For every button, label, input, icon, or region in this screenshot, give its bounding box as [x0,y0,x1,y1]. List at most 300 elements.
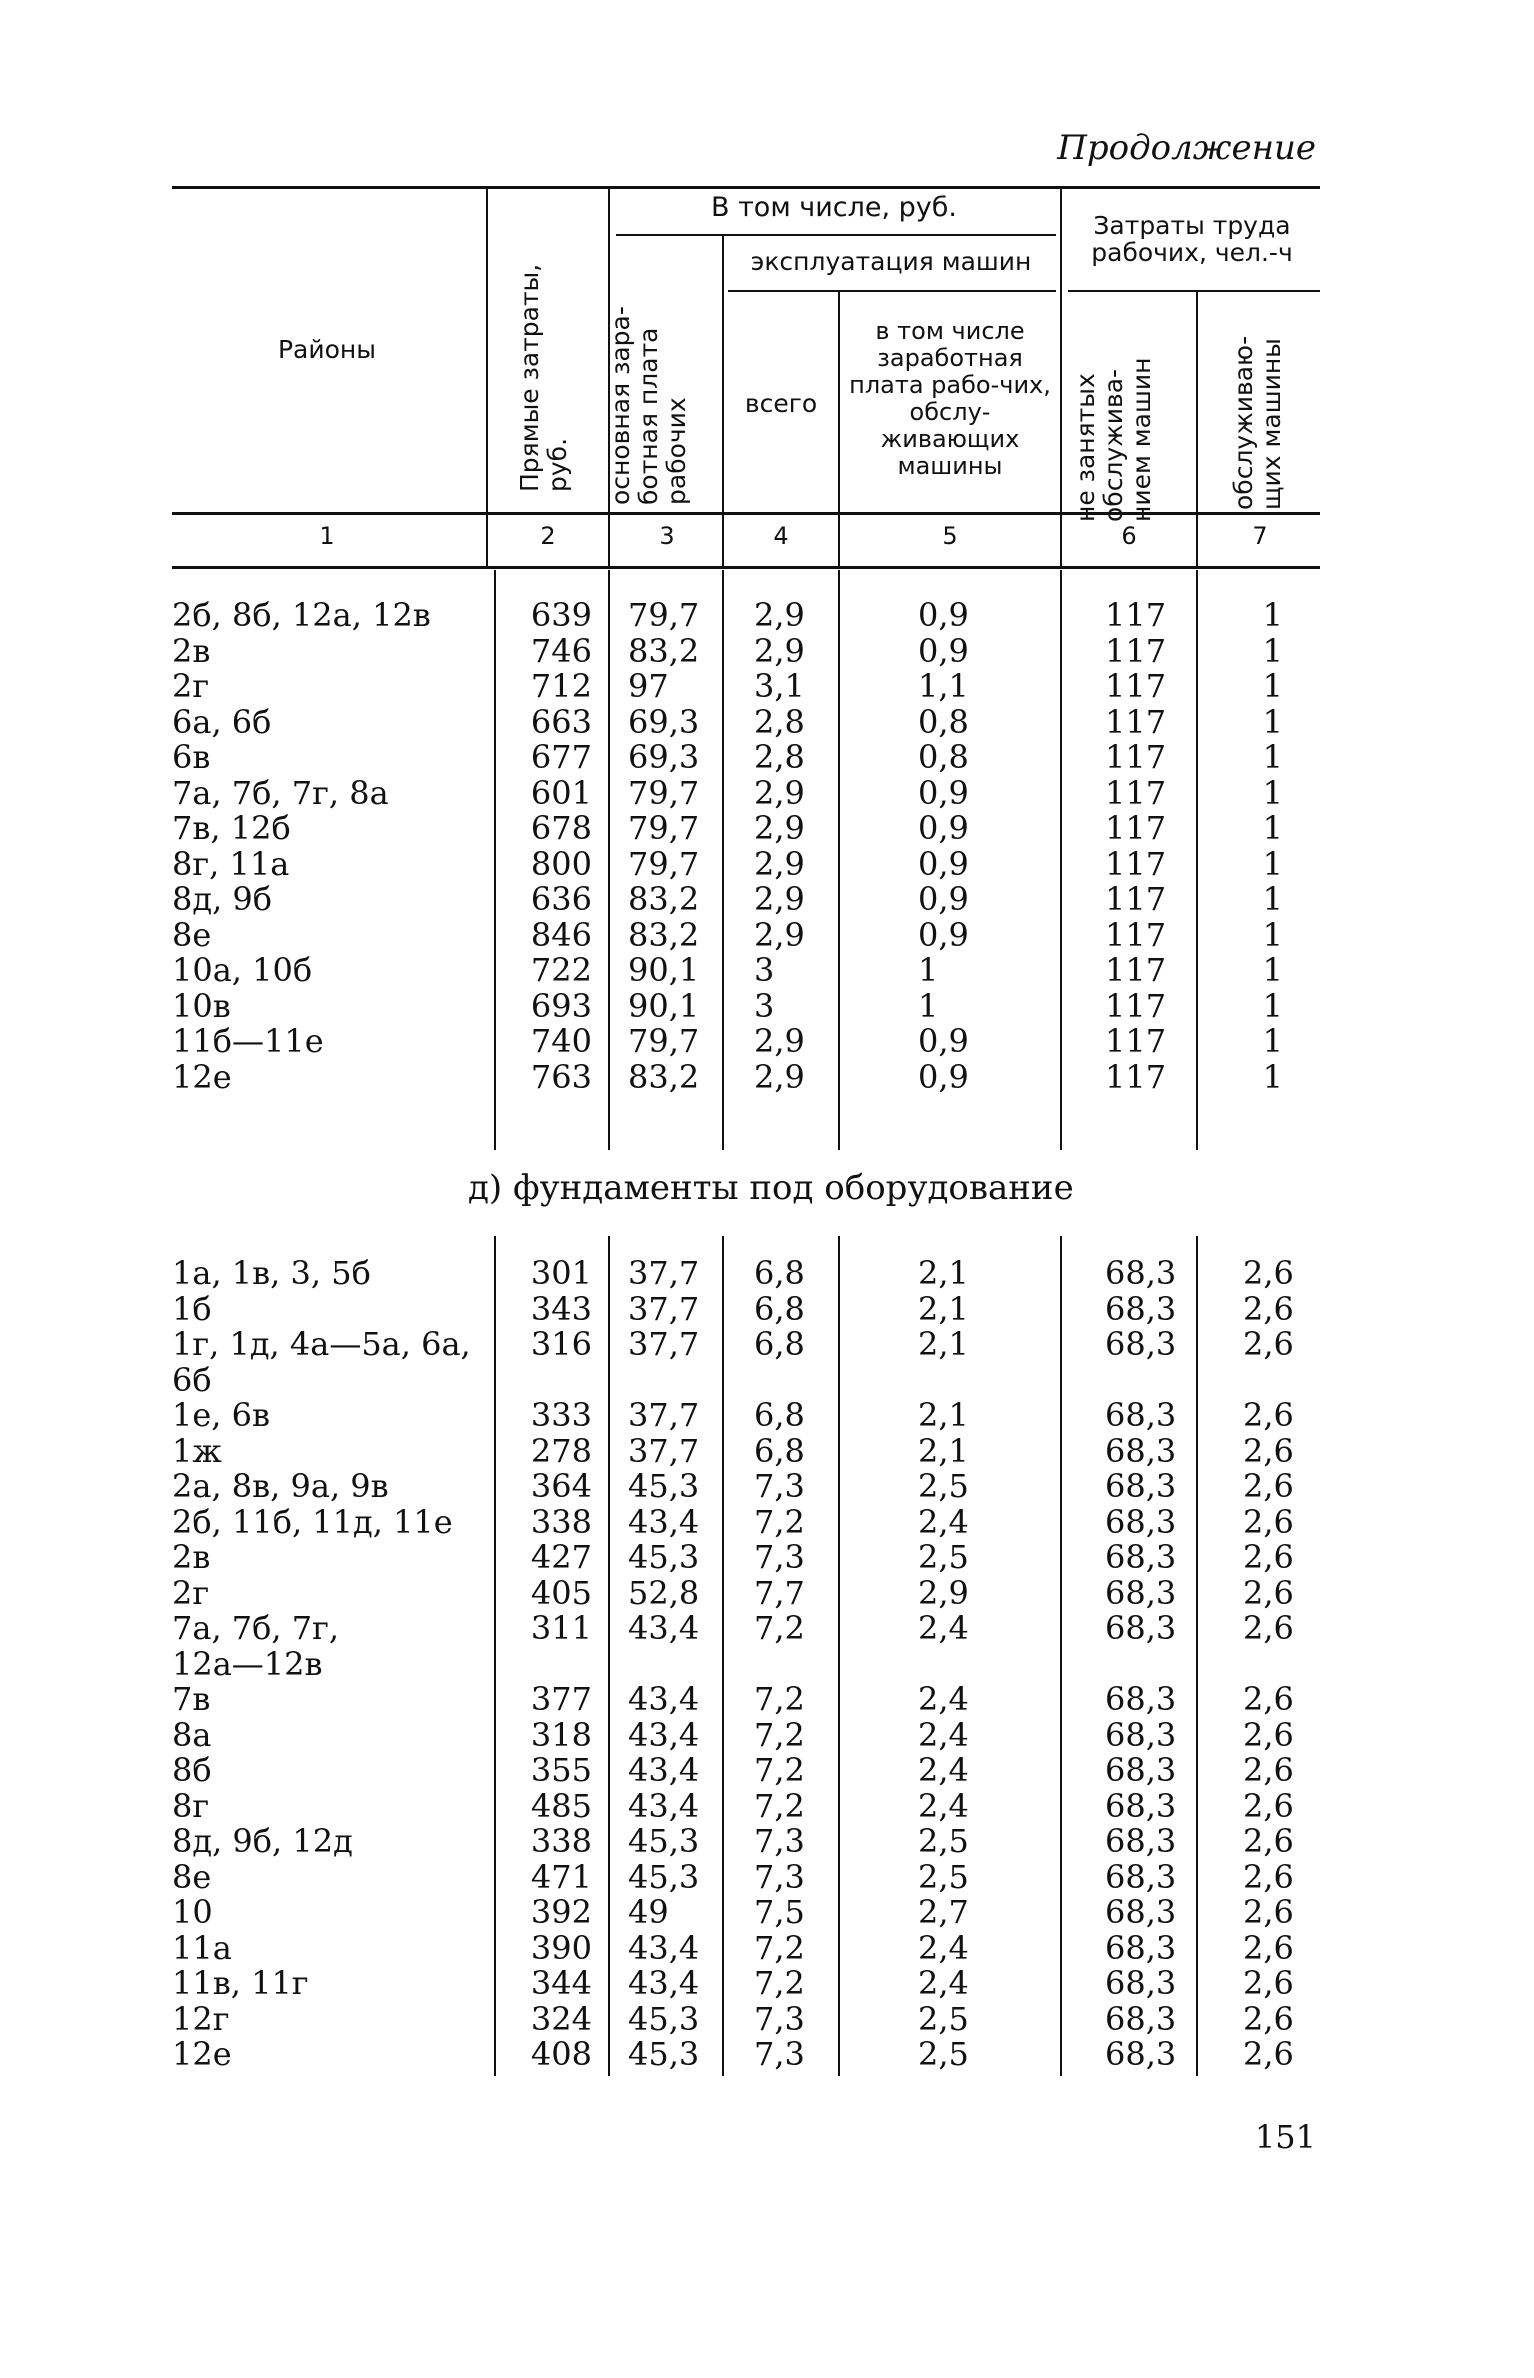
header-labor-costs: Затраты труда рабочих, чел.-ч [1091,211,1293,267]
basic-wages-cell: 43,4 [628,1609,700,1647]
header-vline-1 [486,186,488,566]
region-cell: 2а, 8в, 9а, 9в [172,1467,389,1505]
region-cell: 10 [172,1893,213,1931]
operator-wages-cell: 2,1 [918,1289,969,1328]
labor-not-machine-cell: 68,3 [1105,1609,1177,1647]
table-row [0,915,1534,954]
region-cell: 6в [172,738,211,776]
labor-not-machine-cell: 68,3 [1105,1715,1177,1754]
machine-total-cell: 3,1 [754,667,805,705]
labor-machine-cell: 1 [1262,631,1283,670]
region-cell: 6б [172,1360,212,1399]
labor-machine-cell: 2,6 [1243,1467,1294,1505]
machine-total-cell: 7,2 [754,1609,805,1647]
region-cell: 2г [172,1573,210,1612]
labor-machine-cell: 1 [1262,1057,1283,1096]
table-row [0,1502,1534,1541]
region-cell: 2б, 8б, 12а, 12в [172,596,431,634]
labor-machine-cell: 2,6 [1243,1999,1294,2038]
operator-wages-cell: 2,4 [918,1786,969,1825]
header-vline-6 [1196,290,1198,566]
table-row [0,1256,1534,1292]
operator-wages-cell: 0,9 [918,880,969,918]
basic-wages-cell: 79,7 [628,844,700,883]
basic-wages-cell: 83,2 [628,1057,700,1096]
table-row [0,1057,1534,1096]
region-cell: 8г [172,1786,210,1825]
table-row [0,669,1534,705]
labor-not-machine-cell: 68,3 [1105,1999,1177,2038]
header-basic-wages: основная зара- ботная плата рабочих [606,306,691,505]
basic-wages-cell: 79,7 [628,809,700,847]
basic-wages-cell: 43,4 [628,1680,700,1718]
colnum-bottom-rule [172,566,1320,569]
region-cell: 1г, 1д, 4а—5а, 6а, [172,1325,471,1363]
machine-total-cell: 7,7 [754,1573,805,1612]
direct-costs-cell: 324 [530,1999,592,2038]
machine-total-cell: 7,3 [754,1857,805,1896]
operator-wages-cell: 2,5 [918,1538,969,1576]
operator-wages-cell: 0,9 [918,915,969,954]
machine-total-cell: 6,8 [754,1431,805,1470]
operator-wages-cell: 2,4 [918,1751,969,1789]
labor-not-machine-cell: 68,3 [1105,1751,1177,1789]
labor-not-machine-cell: 117 [1105,631,1167,670]
header-not-machine: не занятых обслужива- нием машин [1071,357,1156,522]
table-row [0,1966,1534,2002]
machine-total-cell: 2,9 [754,773,805,812]
machine-total-cell: 6,8 [754,1289,805,1328]
operator-wages-cell: 2,1 [918,1396,969,1434]
labor-machine-cell: 2,6 [1243,1680,1294,1718]
operator-wages-cell: 2,7 [918,1893,969,1931]
labor-not-machine-cell: 68,3 [1105,1964,1177,2002]
header-vline-5 [1060,186,1062,566]
continuation-label: Продолжение [1057,128,1316,168]
labor-not-machine-cell: 117 [1105,1057,1167,1096]
operator-wages-cell: 1,1 [918,667,969,705]
labor-not-machine-cell: 117 [1105,738,1167,776]
table-row [0,1398,1534,1434]
machine-total-cell: 2,9 [754,809,805,847]
region-cell: 2б, 11б, 11д, 11е [172,1502,453,1541]
region-cell: 12е [172,2035,232,2073]
labor-machine-cell: 2,6 [1243,1609,1294,1647]
machine-total-cell: 7,3 [754,1467,805,1505]
header-including: В том числе, руб. [710,192,958,223]
header-top-rule [172,186,1320,189]
direct-costs-cell: 800 [530,844,592,883]
region-cell: 12г [172,1999,230,2038]
labor-not-machine-cell: 68,3 [1105,1467,1177,1505]
labor-machine-cell: 2,6 [1243,2035,1294,2073]
labor-not-machine-cell: 68,3 [1105,1502,1177,1541]
basic-wages-cell: 37,7 [628,1396,700,1434]
labor-machine-cell: 1 [1262,738,1283,776]
machine-total-cell: 7,2 [754,1964,805,2002]
table-row [0,1469,1534,1505]
operator-wages-cell: 1 [918,986,939,1025]
table-row [0,1715,1534,1754]
operator-wages-cell: 0,9 [918,1022,969,1060]
direct-costs-cell: 344 [530,1964,592,2002]
table-row [0,1753,1534,1789]
region-cell: 10а, 10б [172,951,313,989]
direct-costs-cell: 377 [530,1680,592,1718]
labor-machine-cell: 2,6 [1243,1893,1294,1931]
table-row [0,1857,1534,1896]
operator-wages-cell: 0,9 [918,773,969,812]
basic-wages-cell: 43,4 [628,1751,700,1789]
direct-costs-cell: 405 [530,1573,592,1612]
labor-not-machine-cell: 68,3 [1105,1289,1177,1328]
direct-costs-cell: 740 [530,1022,592,1060]
labor-machine-cell: 2,6 [1243,1715,1294,1754]
operator-wages-cell: 0,9 [918,809,969,847]
direct-costs-cell: 693 [530,986,592,1025]
labor-not-machine-cell: 117 [1105,880,1167,918]
direct-costs-cell: 471 [530,1857,592,1896]
machine-total-cell: 2,9 [754,596,805,634]
labor-machine-cell: 1 [1262,702,1283,741]
direct-costs-cell: 678 [530,809,592,847]
header-incl-wages-operators: в том числе заработная плата рабо-чих, обслу-живающих машины [849,317,1051,480]
operator-wages-cell: 2,4 [918,1502,969,1541]
basic-wages-cell: 83,2 [628,915,700,954]
basic-wages-cell: 37,7 [628,1289,700,1328]
basic-wages-cell: 37,7 [628,1325,700,1363]
labor-not-machine-cell: 117 [1105,596,1167,634]
page-number: 151 [1254,2118,1316,2156]
table-row [0,1824,1534,1860]
region-cell: 6а, 6б [172,702,272,741]
direct-costs-cell: 390 [530,1928,592,1967]
direct-costs-cell: 846 [530,915,592,954]
machine-total-cell: 7,2 [754,1928,805,1967]
machine-total-cell: 6,8 [754,1254,805,1292]
labor-machine-cell: 2,6 [1243,1928,1294,1967]
labor-machine-cell: 2,6 [1243,1325,1294,1363]
including-rule [616,234,1056,236]
region-cell: 8е [172,1857,212,1896]
labor-not-machine-cell: 117 [1105,915,1167,954]
header-direct-costs: Прямые затраты, руб. [515,263,572,492]
labor-not-machine-cell: 68,3 [1105,1928,1177,1967]
region-cell: 8д, 9б [172,880,273,918]
operator-wages-cell: 0,9 [918,596,969,634]
machine-total-cell: 7,3 [754,1999,805,2038]
basic-wages-cell: 43,4 [628,1715,700,1754]
direct-costs-cell: 601 [530,773,592,812]
basic-wages-cell: 69,3 [628,702,700,741]
table-row [0,953,1534,989]
labor-machine-cell: 2,6 [1243,1254,1294,1292]
table-row [0,986,1534,1025]
operator-wages-cell: 2,4 [918,1680,969,1718]
machine-total-cell: 2,9 [754,880,805,918]
table-row [0,1786,1534,1825]
direct-costs-cell: 663 [530,702,592,741]
operator-wages-cell: 2,5 [918,1999,969,2038]
direct-costs-cell: 746 [530,631,592,670]
basic-wages-cell: 83,2 [628,631,700,670]
direct-costs-cell: 318 [530,1715,592,1754]
basic-wages-cell: 79,7 [628,1022,700,1060]
table-row [0,811,1534,847]
direct-costs-cell: 408 [530,2035,592,2073]
operator-wages-cell: 2,1 [918,1431,969,1470]
operator-wages-cell: 2,4 [918,1609,969,1647]
table-row [0,1573,1534,1612]
basic-wages-cell: 69,3 [628,738,700,776]
operator-wages-cell: 0,9 [918,631,969,670]
direct-costs-cell: 364 [530,1467,592,1505]
direct-costs-cell: 333 [530,1396,592,1434]
region-cell: 10в [172,986,231,1025]
direct-costs-cell: 636 [530,880,592,918]
table-row [0,1895,1534,1931]
labor-machine-cell: 1 [1262,809,1283,847]
colnum-7: 7 [1252,522,1268,550]
direct-costs-cell: 338 [530,1822,592,1860]
labor-not-machine-cell: 68,3 [1105,1822,1177,1860]
labor-not-machine-cell: 68,3 [1105,1573,1177,1612]
table-row [0,631,1534,670]
region-cell: 8а [172,1715,212,1754]
basic-wages-cell: 43,4 [628,1928,700,1967]
operator-wages-cell: 2,1 [918,1254,969,1292]
basic-wages-cell: 52,8 [628,1573,700,1612]
direct-costs-cell: 427 [530,1538,592,1576]
machine-total-cell: 7,2 [754,1680,805,1718]
basic-wages-cell: 90,1 [628,951,700,989]
operator-wages-cell: 2,5 [918,1822,969,1860]
basic-wages-cell: 45,3 [628,1822,700,1860]
basic-wages-cell: 45,3 [628,2035,700,2073]
table-row [0,1289,1534,1328]
machine-total-cell: 3 [754,986,775,1025]
basic-wages-cell: 83,2 [628,880,700,918]
basic-wages-cell: 45,3 [628,1467,700,1505]
machine-total-cell: 6,8 [754,1396,805,1434]
direct-costs-cell: 311 [530,1609,592,1647]
basic-wages-cell: 37,7 [628,1254,700,1292]
operator-wages-cell: 2,1 [918,1325,969,1363]
labor-not-machine-cell: 68,3 [1105,1254,1177,1292]
labor-machine-cell: 1 [1262,951,1283,989]
operator-wages-cell: 2,4 [918,1928,969,1967]
labor-not-machine-cell: 117 [1105,702,1167,741]
table1-body [0,598,1534,1095]
operator-wages-cell: 2,5 [918,2035,969,2073]
basic-wages-cell: 49 [628,1893,669,1931]
labor-not-machine-cell: 68,3 [1105,1396,1177,1434]
table-row [0,1611,1534,1647]
region-cell: 2г [172,667,210,705]
region-cell: 8е [172,915,212,954]
table2-body [0,1256,1534,2073]
labor-machine-cell: 2,6 [1243,1964,1294,2002]
region-cell: 1а, 1в, 3, 5б [172,1254,371,1292]
table-row [0,1327,1534,1363]
labor-machine-cell: 2,6 [1243,1573,1294,1612]
labor-machine-cell: 1 [1262,667,1283,705]
machine-total-cell: 7,2 [754,1502,805,1541]
direct-costs-cell: 301 [530,1254,592,1292]
region-cell: 8б [172,1751,212,1789]
header-vline-3 [722,234,724,566]
region-cell: 7в [172,1680,211,1718]
colnum-1: 1 [319,522,335,550]
region-cell: 12а—12в [172,1644,323,1683]
machine-total-cell: 2,8 [754,738,805,776]
labor-not-machine-cell: 68,3 [1105,1893,1177,1931]
labor-machine-cell: 2,6 [1243,1751,1294,1789]
basic-wages-cell: 79,7 [628,596,700,634]
machine-total-cell: 2,9 [754,1022,805,1060]
machine-total-cell: 6,8 [754,1325,805,1363]
basic-wages-cell: 43,4 [628,1786,700,1825]
table-row [0,2037,1534,2073]
basic-wages-cell: 43,4 [628,1502,700,1541]
labor-machine-cell: 1 [1262,986,1283,1025]
labor-not-machine-cell: 117 [1105,773,1167,812]
header-machine-operation: эксплуатация машин [750,247,1032,276]
basic-wages-cell: 79,7 [628,773,700,812]
basic-wages-cell: 90,1 [628,986,700,1025]
header-servicing-machines: обслуживаю- щих машины [1229,335,1286,510]
direct-costs-cell: 278 [530,1431,592,1470]
operator-wages-cell: 0,8 [918,702,969,741]
labor-not-machine-cell: 68,3 [1105,1431,1177,1470]
labor-machine-cell: 2,6 [1243,1289,1294,1328]
region-cell: 2в [172,1538,211,1576]
direct-costs-cell: 338 [530,1502,592,1541]
table-row [0,844,1534,883]
basic-wages-cell: 97 [628,667,669,705]
table-row [0,598,1534,634]
labor-not-machine-cell: 117 [1105,667,1167,705]
table-row [0,1540,1534,1576]
table-row [0,702,1534,741]
operator-wages-cell: 2,9 [918,1573,969,1612]
region-cell: 1е, 6в [172,1396,271,1434]
operator-wages-cell: 0,9 [918,844,969,883]
region-cell: 11б—11е [172,1022,324,1060]
basic-wages-cell: 45,3 [628,1538,700,1576]
direct-costs-cell: 722 [530,951,592,989]
machine-total-cell: 7,3 [754,1822,805,1860]
machine-total-cell: 7,3 [754,2035,805,2073]
labor-not-machine-cell: 68,3 [1105,1857,1177,1896]
operator-wages-cell: 2,5 [918,1857,969,1896]
labor-machine-cell: 1 [1262,915,1283,954]
basic-wages-cell: 43,4 [628,1964,700,2002]
section-title: д) фундаменты под оборудование [468,1168,1074,1208]
region-cell: 12е [172,1057,232,1096]
machine-op-rule [728,290,1056,292]
machine-total-cell: 7,3 [754,1538,805,1576]
labor-machine-cell: 1 [1262,596,1283,634]
machine-total-cell: 2,9 [754,1057,805,1096]
colnum-5: 5 [942,522,958,550]
direct-costs-cell: 355 [530,1751,592,1789]
labor-not-machine-cell: 68,3 [1105,1538,1177,1576]
machine-total-cell: 7,5 [754,1893,805,1931]
operator-wages-cell: 1 [918,951,939,989]
operator-wages-cell: 2,4 [918,1964,969,2002]
labor-not-machine-cell: 68,3 [1105,2035,1177,2073]
labor-rule [1068,290,1320,292]
machine-total-cell: 2,9 [754,631,805,670]
colnum-3: 3 [659,522,675,550]
labor-machine-cell: 2,6 [1243,1786,1294,1825]
region-cell: 7в, 12б [172,809,291,847]
direct-costs-cell: 316 [530,1325,592,1363]
direct-costs-cell: 485 [530,1786,592,1825]
labor-machine-cell: 2,6 [1243,1538,1294,1576]
colnum-4: 4 [773,522,789,550]
operator-wages-cell: 2,5 [918,1467,969,1505]
operator-wages-cell: 0,8 [918,738,969,776]
labor-machine-cell: 2,6 [1243,1857,1294,1896]
table-row [0,1999,1534,2038]
table-row [0,1644,1534,1683]
labor-not-machine-cell: 117 [1105,1022,1167,1060]
labor-not-machine-cell: 117 [1105,844,1167,883]
table-row [0,882,1534,918]
labor-machine-cell: 1 [1262,844,1283,883]
region-cell: 7а, 7б, 7г, 8а [172,773,389,812]
labor-not-machine-cell: 68,3 [1105,1680,1177,1718]
labor-machine-cell: 2,6 [1243,1502,1294,1541]
machine-total-cell: 7,2 [754,1751,805,1789]
table-row [0,1431,1534,1470]
direct-costs-cell: 677 [530,738,592,776]
direct-costs-cell: 763 [530,1057,592,1096]
header-vline-4 [838,290,840,566]
table-row [0,1024,1534,1060]
machine-total-cell: 2,9 [754,915,805,954]
direct-costs-cell: 343 [530,1289,592,1328]
basic-wages-cell: 37,7 [628,1431,700,1470]
machine-total-cell: 7,2 [754,1786,805,1825]
labor-not-machine-cell: 68,3 [1105,1325,1177,1363]
labor-not-machine-cell: 117 [1105,951,1167,989]
labor-not-machine-cell: 117 [1105,809,1167,847]
region-cell: 8д, 9б, 12д [172,1822,353,1860]
labor-machine-cell: 2,6 [1243,1822,1294,1860]
region-cell: 11а [172,1928,232,1967]
basic-wages-cell: 45,3 [628,1999,700,2038]
colnum-6: 6 [1121,522,1137,550]
machine-total-cell: 2,8 [754,702,805,741]
header-regions: Районы [277,335,377,364]
region-cell: 1б [172,1289,212,1328]
table-row [0,1682,1534,1718]
labor-machine-cell: 2,6 [1243,1396,1294,1434]
machine-total-cell: 2,9 [754,844,805,883]
region-cell: 1ж [172,1431,222,1470]
operator-wages-cell: 0,9 [918,1057,969,1096]
basic-wages-cell: 45,3 [628,1857,700,1896]
colnum-2: 2 [540,522,556,550]
table-row [0,773,1534,812]
machine-total-cell: 7,2 [754,1715,805,1754]
table-row [0,1360,1534,1399]
region-cell: 7а, 7б, 7г, [172,1609,340,1647]
labor-machine-cell: 1 [1262,773,1283,812]
